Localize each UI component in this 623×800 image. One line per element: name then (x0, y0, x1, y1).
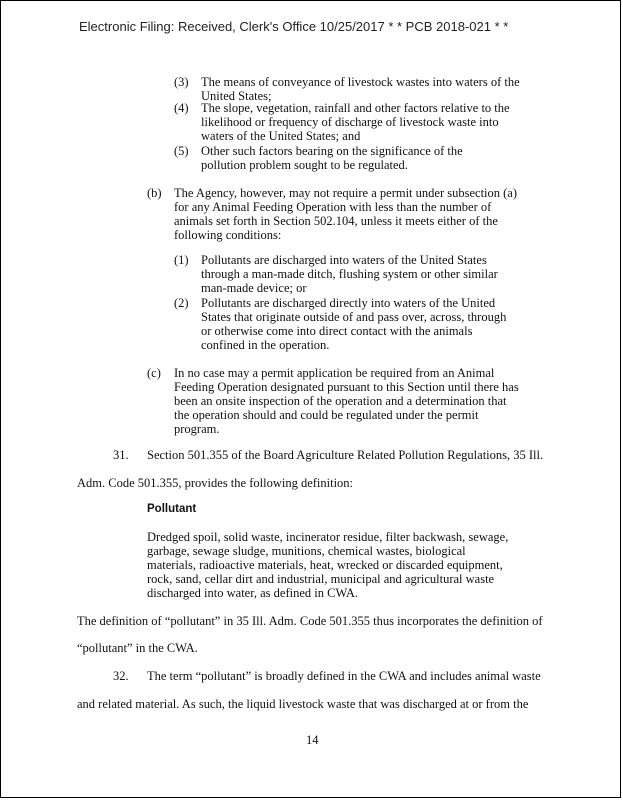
item-4-text: The slope, vegetation, rainfall and other factors relative to the likelihood or frequency of discharge of livestock waste into waters of the United States; and (201, 101, 510, 143)
after-definition-line-2: “pollutant” in the CWA. (77, 641, 198, 655)
para-b-number: (b) (147, 186, 162, 200)
para-31-line-1: Section 501.355 of the Board Agriculture Related Pollution Regulations, 35 Ill. (147, 448, 544, 462)
item-b1-number: (1) (174, 253, 189, 267)
definition-term: Pollutant (147, 503, 197, 515)
item-b2-number: (2) (174, 296, 189, 310)
item-3-number: (3) (174, 75, 189, 89)
item-b1-text: Pollutants are discharged into waters of the United States through a man-made ditch, flushing system or other similar man-made device; or (201, 253, 498, 295)
para-b-text: The Agency, however, may not require a permit under subsection (a) for any Animal Feeding Operation with less than the number of animals set forth in Section 502.104, unless it meets either of the following conditions: (174, 186, 518, 242)
page-number: 14 (306, 733, 319, 747)
para-31-number: 31. (113, 448, 129, 462)
para-32-number: 32. (113, 669, 129, 683)
filing-header: Electronic Filing: Received, Clerk's Office 10/25/2017 * * PCB 2018-021 * * (79, 19, 509, 34)
after-definition-line-1: The definition of “pollutant” in 35 Ill. Adm. Code 501.355 thus incorporates the definition of (77, 614, 543, 628)
para-c-number: (c) (147, 366, 161, 380)
item-5-number: (5) (174, 144, 189, 158)
para-c-text: In no case may a permit application be required from an Animal Feeding Operation designated pursuant to this Section until there has been an onsite inspection of the operation and a determination that the operation should and could be regulated under the permit program. (174, 366, 519, 436)
item-3-text: The means of conveyance of livestock wastes into waters of the United States; (201, 75, 520, 103)
para-32-line-2: and related material. As such, the liquid livestock waste that was discharged at or from the (77, 697, 529, 711)
definition-text: Dredged spoil, solid waste, incinerator residue, filter backwash, sewage, garbage, sewage sludge, munitions, chemical wastes, biological materials, radioactive materials, heat, wrecked or discarded equipment, rock, sand, cellar dirt and industrial, municipal and agricultural waste discharged into water, as defined in CWA. (147, 530, 509, 600)
item-4-number: (4) (174, 101, 189, 115)
item-5-text: Other such factors bearing on the significance of the pollution problem sought to be regulated. (201, 144, 463, 172)
item-b2-text: Pollutants are discharged directly into waters of the United States that originate outside of and pass over, across, through or otherwise come into direct contact with the animals confined in the operation. (201, 296, 507, 352)
para-32-line-1: The term “pollutant” is broadly defined in the CWA and includes animal waste (147, 669, 541, 683)
para-31-line-2: Adm. Code 501.355, provides the following definition: (77, 476, 354, 490)
